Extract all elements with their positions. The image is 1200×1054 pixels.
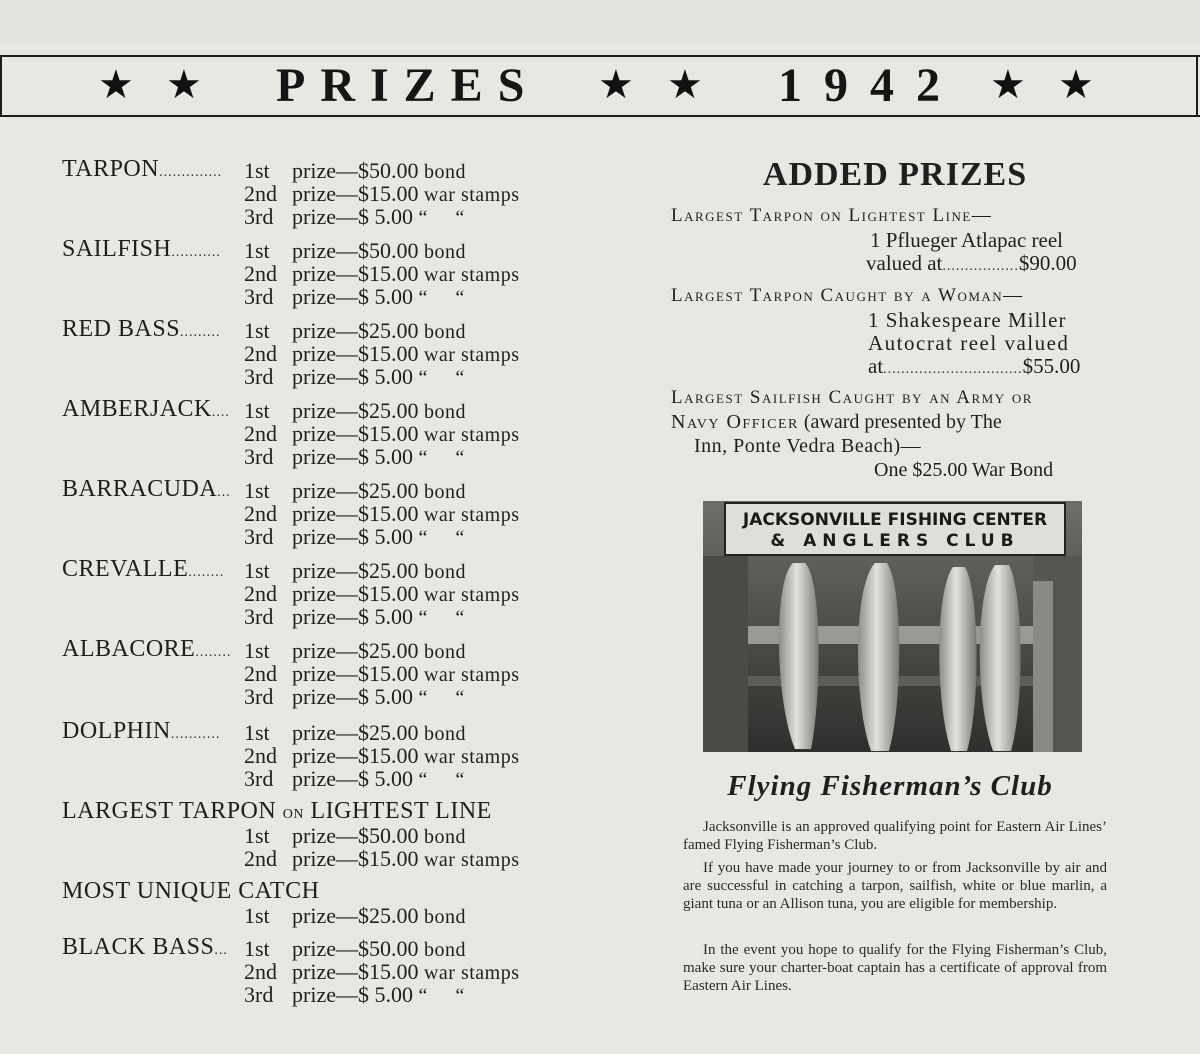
prize-type: bond <box>423 321 466 343</box>
prize-amount: prize—$50.00 <box>292 158 424 183</box>
prize-type: war stamps <box>423 504 520 526</box>
prize-amount: prize—$15.00 <box>292 421 424 446</box>
added-item-1-value: $90.00 <box>1018 251 1077 275</box>
prize-amount: prize—$25.00 <box>292 903 424 928</box>
prize-category-name: AMBERJACK.... <box>62 396 230 422</box>
prize-category-name: LARGEST TARPON on LIGHTEST LINE <box>62 798 492 824</box>
prize-place: 2nd <box>244 341 277 366</box>
prize-amount: prize—$ 5.00 <box>292 982 419 1007</box>
prize-type: bond <box>423 906 466 928</box>
prize-amount: prize—$50.00 <box>292 823 424 848</box>
prize-place: 2nd <box>244 501 277 526</box>
photo-sign-line2: & ANGLERS CLUB <box>770 531 1020 551</box>
prize-place: 1st <box>244 638 270 663</box>
prize-type: “ “ <box>418 985 465 1007</box>
added-item-2-line3 <box>868 354 1120 382</box>
prize-line <box>244 205 465 230</box>
prize-type: war stamps <box>423 344 520 366</box>
added-item-1-valued-label: valued at <box>866 251 943 275</box>
prize-category-name: CREVALLE........ <box>62 556 225 582</box>
prize-place: 2nd <box>244 421 277 446</box>
fish-shape <box>939 567 976 751</box>
leader-dots: ... <box>217 485 231 500</box>
prize-line <box>244 365 465 390</box>
added-item-1-heading: Largest Tarpon on Lightest Line— <box>671 205 993 226</box>
prize-type: war stamps <box>423 962 520 984</box>
prize-category-name: ALBACORE........ <box>62 636 232 662</box>
prize-amount: prize—$15.00 <box>292 261 424 286</box>
prize-place: 2nd <box>244 959 277 984</box>
leader-dots: ........ <box>195 645 232 660</box>
prize-amount: prize—$ 5.00 <box>292 604 419 629</box>
prize-line <box>244 847 520 872</box>
leader-dots: ........ <box>188 565 225 580</box>
leader-dots: ............................... <box>883 362 1023 377</box>
photo-sign-line1: JACKSONVILLE FISHING CENTER <box>742 510 1048 530</box>
prize-amount: prize—$25.00 <box>292 478 424 503</box>
prize-type: “ “ <box>418 207 465 229</box>
prize-amount: prize—$15.00 <box>292 581 424 606</box>
prize-type: war stamps <box>423 746 520 768</box>
prize-place: 3rd <box>244 684 274 709</box>
added-item-3-navy-officer: Navy Officer <box>671 411 799 433</box>
prize-type: war stamps <box>423 584 520 606</box>
header-title-year: 1942 <box>778 59 962 112</box>
added-item-3-heading: Largest Sailfish Caught by an Army or <box>671 387 1033 408</box>
photo-tarpon-catch <box>703 501 1082 752</box>
fish-shape <box>980 565 1021 751</box>
prize-place: 3rd <box>244 604 274 629</box>
club-paragraph-3: In the event you hope to qualify for the Flying Fisherman’s Club, make sure your charter-boat captain has a certificate of approval from Eastern Air Lines. <box>683 942 1107 994</box>
prize-place: 3rd <box>244 766 274 791</box>
prize-place: 2nd <box>244 743 277 768</box>
added-item-2-value: $55.00 <box>1022 354 1081 378</box>
added-item-3-line1 <box>671 410 1002 434</box>
prize-type: bond <box>423 641 466 663</box>
prize-type: bond <box>423 161 466 183</box>
prize-type: bond <box>423 401 466 423</box>
prize-type: bond <box>423 826 466 848</box>
prize-type: bond <box>423 561 466 583</box>
prize-line <box>244 605 465 630</box>
prize-place: 1st <box>244 720 270 745</box>
prize-category-name: BLACK BASS... <box>62 934 228 960</box>
prize-type: “ “ <box>418 687 465 709</box>
leader-dots: ........... <box>171 245 221 260</box>
prize-place: 1st <box>244 398 270 423</box>
prize-line <box>244 904 466 929</box>
prize-place: 3rd <box>244 524 274 549</box>
prize-amount: prize—$ 5.00 <box>292 684 419 709</box>
added-item-2-line2: Autocrat reel valued <box>868 331 1070 355</box>
prize-place: 3rd <box>244 444 274 469</box>
prize-amount: prize—$25.00 <box>292 318 424 343</box>
prize-type: war stamps <box>423 264 520 286</box>
club-paragraph-1: Jacksonville is an approved qualifying point for Eastern Air Lines’ famed Flying Fisherman’s Club. <box>683 819 1107 853</box>
prize-place: 1st <box>244 318 270 343</box>
star-icon: ★ <box>1058 62 1094 108</box>
star-icon: ★ <box>598 62 634 108</box>
prize-amount: prize—$ 5.00 <box>292 204 419 229</box>
leader-dots: .............. <box>159 165 223 180</box>
prize-category-name: BARRACUDA... <box>62 476 231 502</box>
prize-type: bond <box>423 939 466 961</box>
prize-amount: prize—$15.00 <box>292 341 424 366</box>
prize-type: “ “ <box>418 287 465 309</box>
added-item-2-heading: Largest Tarpon Caught by a Woman— <box>671 285 1024 306</box>
added-item-3-line2: Inn, Ponte Vedra Beach)— <box>694 435 922 457</box>
prize-category-name: RED BASS......... <box>62 316 221 342</box>
prize-amount: prize—$ 5.00 <box>292 284 419 309</box>
prize-place: 3rd <box>244 364 274 389</box>
prize-amount: prize—$25.00 <box>292 398 424 423</box>
prize-line <box>244 525 465 550</box>
prize-amount: prize—$25.00 <box>292 638 424 663</box>
prize-category-name: SAILFISH........... <box>62 236 221 262</box>
prize-category-name: MOST UNIQUE CATCH <box>62 878 320 904</box>
fish-shape <box>858 563 899 751</box>
prize-type: “ “ <box>418 527 465 549</box>
prize-amount: prize—$50.00 <box>292 238 424 263</box>
prize-type: “ “ <box>418 769 465 791</box>
prize-line <box>244 767 465 792</box>
leader-dots: ......... <box>180 325 221 340</box>
club-title: Flying Fisherman’s Club <box>727 770 1053 802</box>
prize-amount: prize—$15.00 <box>292 661 424 686</box>
prize-amount: prize—$ 5.00 <box>292 524 419 549</box>
prize-line <box>244 685 465 710</box>
added-item-3-line3: One $25.00 War Bond <box>874 459 1054 481</box>
prize-amount: prize—$ 5.00 <box>292 444 419 469</box>
prize-type: “ “ <box>418 607 465 629</box>
prize-type: war stamps <box>423 184 520 206</box>
prize-amount: prize—$ 5.00 <box>292 364 419 389</box>
prize-line <box>244 285 465 310</box>
leader-dots: ................. <box>942 259 1019 274</box>
prize-type: bond <box>423 241 466 263</box>
prize-amount: prize—$15.00 <box>292 846 424 871</box>
header-banner <box>0 56 1200 116</box>
leader-dots: .... <box>211 405 230 420</box>
prize-type: bond <box>423 723 466 745</box>
prize-place: 1st <box>244 558 270 583</box>
star-icon: ★ <box>98 62 134 108</box>
prize-place: 2nd <box>244 661 277 686</box>
prize-place: 1st <box>244 936 270 961</box>
prize-place: 2nd <box>244 581 277 606</box>
prize-amount: prize—$15.00 <box>292 501 424 526</box>
prize-place: 3rd <box>244 284 274 309</box>
prize-amount: prize—$15.00 <box>292 181 424 206</box>
prize-category-name: DOLPHIN........... <box>62 718 221 744</box>
star-icon: ★ <box>990 62 1026 108</box>
added-item-2-at-label: at <box>868 354 884 378</box>
prize-amount: prize—$50.00 <box>292 936 424 961</box>
prize-place: 1st <box>244 238 270 263</box>
prize-place: 1st <box>244 823 270 848</box>
prize-amount: prize—$ 5.00 <box>292 766 419 791</box>
prize-place: 3rd <box>244 204 274 229</box>
prize-place: 3rd <box>244 982 274 1007</box>
added-item-3-award-note: (award presented by The <box>803 411 1002 433</box>
club-paragraph-2: If you have made your journey to or from Jacksonville by air and are successful in catching a tarpon, sailfish, white or blue marlin, a giant tuna or an Allison tuna, you are eligible for membership. <box>683 860 1107 912</box>
photo-illustration <box>703 501 1082 752</box>
prize-type: war stamps <box>423 849 520 871</box>
prize-category-name: TARPON.............. <box>62 156 223 182</box>
prize-type: “ “ <box>418 447 465 469</box>
added-item-1-line2 <box>866 251 1120 279</box>
prize-amount: prize—$25.00 <box>292 720 424 745</box>
prize-type: war stamps <box>423 424 520 446</box>
prize-type: bond <box>423 481 466 503</box>
prize-type: “ “ <box>418 367 465 389</box>
leader-dots: ........... <box>170 727 221 742</box>
star-icon: ★ <box>166 62 202 108</box>
prize-place: 1st <box>244 903 270 928</box>
prize-amount: prize—$25.00 <box>292 558 424 583</box>
added-prizes <box>665 156 1125 481</box>
prize-amount: prize—$15.00 <box>292 959 424 984</box>
leader-dots: ... <box>214 943 228 958</box>
star-icon: ★ <box>667 62 703 108</box>
header-title-prizes: PRIZES <box>276 59 540 112</box>
prize-place: 2nd <box>244 181 277 206</box>
prize-place: 2nd <box>244 261 277 286</box>
added-item-2-line1: 1 Shakespeare Miller <box>868 308 1067 332</box>
prize-place: 2nd <box>244 846 277 871</box>
added-item-1-line1: 1 Pflueger Atlapac reel <box>870 228 1063 252</box>
page-top-edge <box>0 0 1200 44</box>
added-prizes-title: ADDED PRIZES <box>762 156 1028 193</box>
prize-line <box>244 983 465 1008</box>
prize-place: 1st <box>244 478 270 503</box>
prize-amount: prize—$15.00 <box>292 743 424 768</box>
prize-type: war stamps <box>423 664 520 686</box>
prize-line <box>244 445 465 470</box>
prize-place: 1st <box>244 158 270 183</box>
